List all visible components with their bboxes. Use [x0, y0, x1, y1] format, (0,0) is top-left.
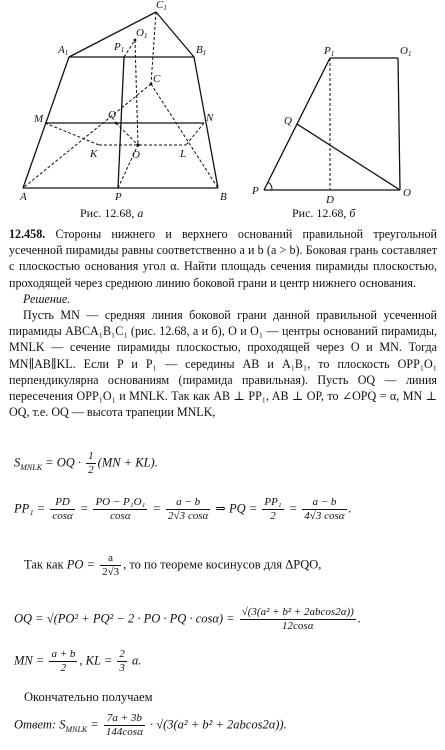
svg-text:P1: P1: [114, 41, 125, 54]
solution-heading: Решение.: [23, 291, 71, 306]
problem-number: 12.458.: [9, 227, 46, 241]
figure-a-pyramid: [20, 0, 238, 206]
equation-pp1: PP₁ = $\frac{PD}{\cos\alpha}$ = $\frac{\text{PO − P₁O₁}}{\cos\alpha}$ = $\frac{a - b}{2√3 \cos\alpha}$ ⇒ PQ = $\frac{\text{PP₁}}{2}$ = $\frac{a - b}{4√3 \cos\alpha}$ .: [14, 496, 352, 522]
label-C1: C: [156, 0, 164, 11]
svg-text:A1: A1: [58, 44, 69, 57]
svg-text:N: N: [206, 112, 214, 124]
equation-po: Так как PO = $\frac{a}{2√3}$ , то по теореме косинусов для ΔPQO,: [24, 552, 322, 578]
final-line: Окончательно получаем: [24, 690, 153, 704]
svg-text:Q: Q: [108, 109, 116, 121]
problem-text: [9, 226, 437, 420]
answer-label: Ответ:: [14, 717, 57, 732]
equation-oq: OQ = √(PO² + PQ² − 2 · PO · PQ · cosα) = $\frac{\text{√(3(a² + b² + 2abcos2α))}}{12\cos\alpha}$ .: [14, 606, 361, 632]
svg-text:Q: Q: [284, 115, 292, 127]
solution-paragraph: Пусть MN — средняя линия боковой грани данной правильной усеченной пирамиды ABCA₁B₁C₁ (рис. 12.68, а и б), O и O₁ — центры оснований пирамиды, MNLK — сечение пирамиды плоскостью, проходящей через O и MN. Тогда MN∥AB∥KL. Если P и P₁ — середины AB и A₁B₁, то плоскость OPP₁O₁ перпендикулярна основаниям (пирамида правильная). Пусть OQ — линия пересечения OPP₁O₁ и MNLK. Так как AB ⊥ PP₁, AB ⊥ OP, то ∠OPQ = α, MN ⊥ OQ, т.е. OQ — высота трапеции MNLK,: [9, 308, 437, 420]
svg-text:C: C: [153, 73, 161, 85]
svg-text:K: K: [90, 148, 98, 160]
svg-text:C1: C1: [156, 0, 167, 12]
svg-text:P1: P1: [324, 45, 335, 58]
svg-text:O: O: [403, 187, 411, 199]
svg-text:O1: O1: [400, 45, 412, 58]
svg-text:D: D: [326, 194, 334, 206]
svg-text:O: O: [132, 149, 140, 161]
svg-text:B1: B1: [196, 44, 207, 57]
figure-a-caption: Рис. 12.68, а: [80, 206, 144, 220]
answer: Ответ: $S_{MNLK}$ = $\frac{7a + 3b}{144\cos\alpha}$ · √(3(a² + b² + 2abcos2α)).: [14, 712, 287, 738]
equation-mn-kl: MN = $\frac{a + b}{2}$ , KL = $\frac{2}{3}$ a.: [14, 648, 142, 674]
svg-text:O1: O1: [136, 27, 148, 40]
figure-b-trapezoid: [250, 0, 428, 206]
problem-statement: Стороны нижнего и верхнего оснований правильной треугольной усеченной пирамиды равны соответственно a и b (a > b). Боковая грань составляет с плоскостью основания угол α. Найти площадь сечения пирамиды плоскостью, проходящей через среднюю линию боковой грани и центр нижнего основания.: [9, 227, 437, 290]
svg-text:P: P: [115, 191, 122, 203]
svg-text:A: A: [20, 191, 27, 203]
equation-area: $S_{MNLK}$ = OQ · $\frac{1}{2}$ (MN + KL).: [14, 450, 158, 476]
svg-text:P: P: [252, 185, 259, 197]
figure-b-caption: Рис. 12.68, б: [292, 206, 356, 220]
svg-text:B: B: [220, 191, 227, 203]
svg-text:L: L: [180, 148, 187, 160]
svg-text:M: M: [34, 113, 44, 125]
